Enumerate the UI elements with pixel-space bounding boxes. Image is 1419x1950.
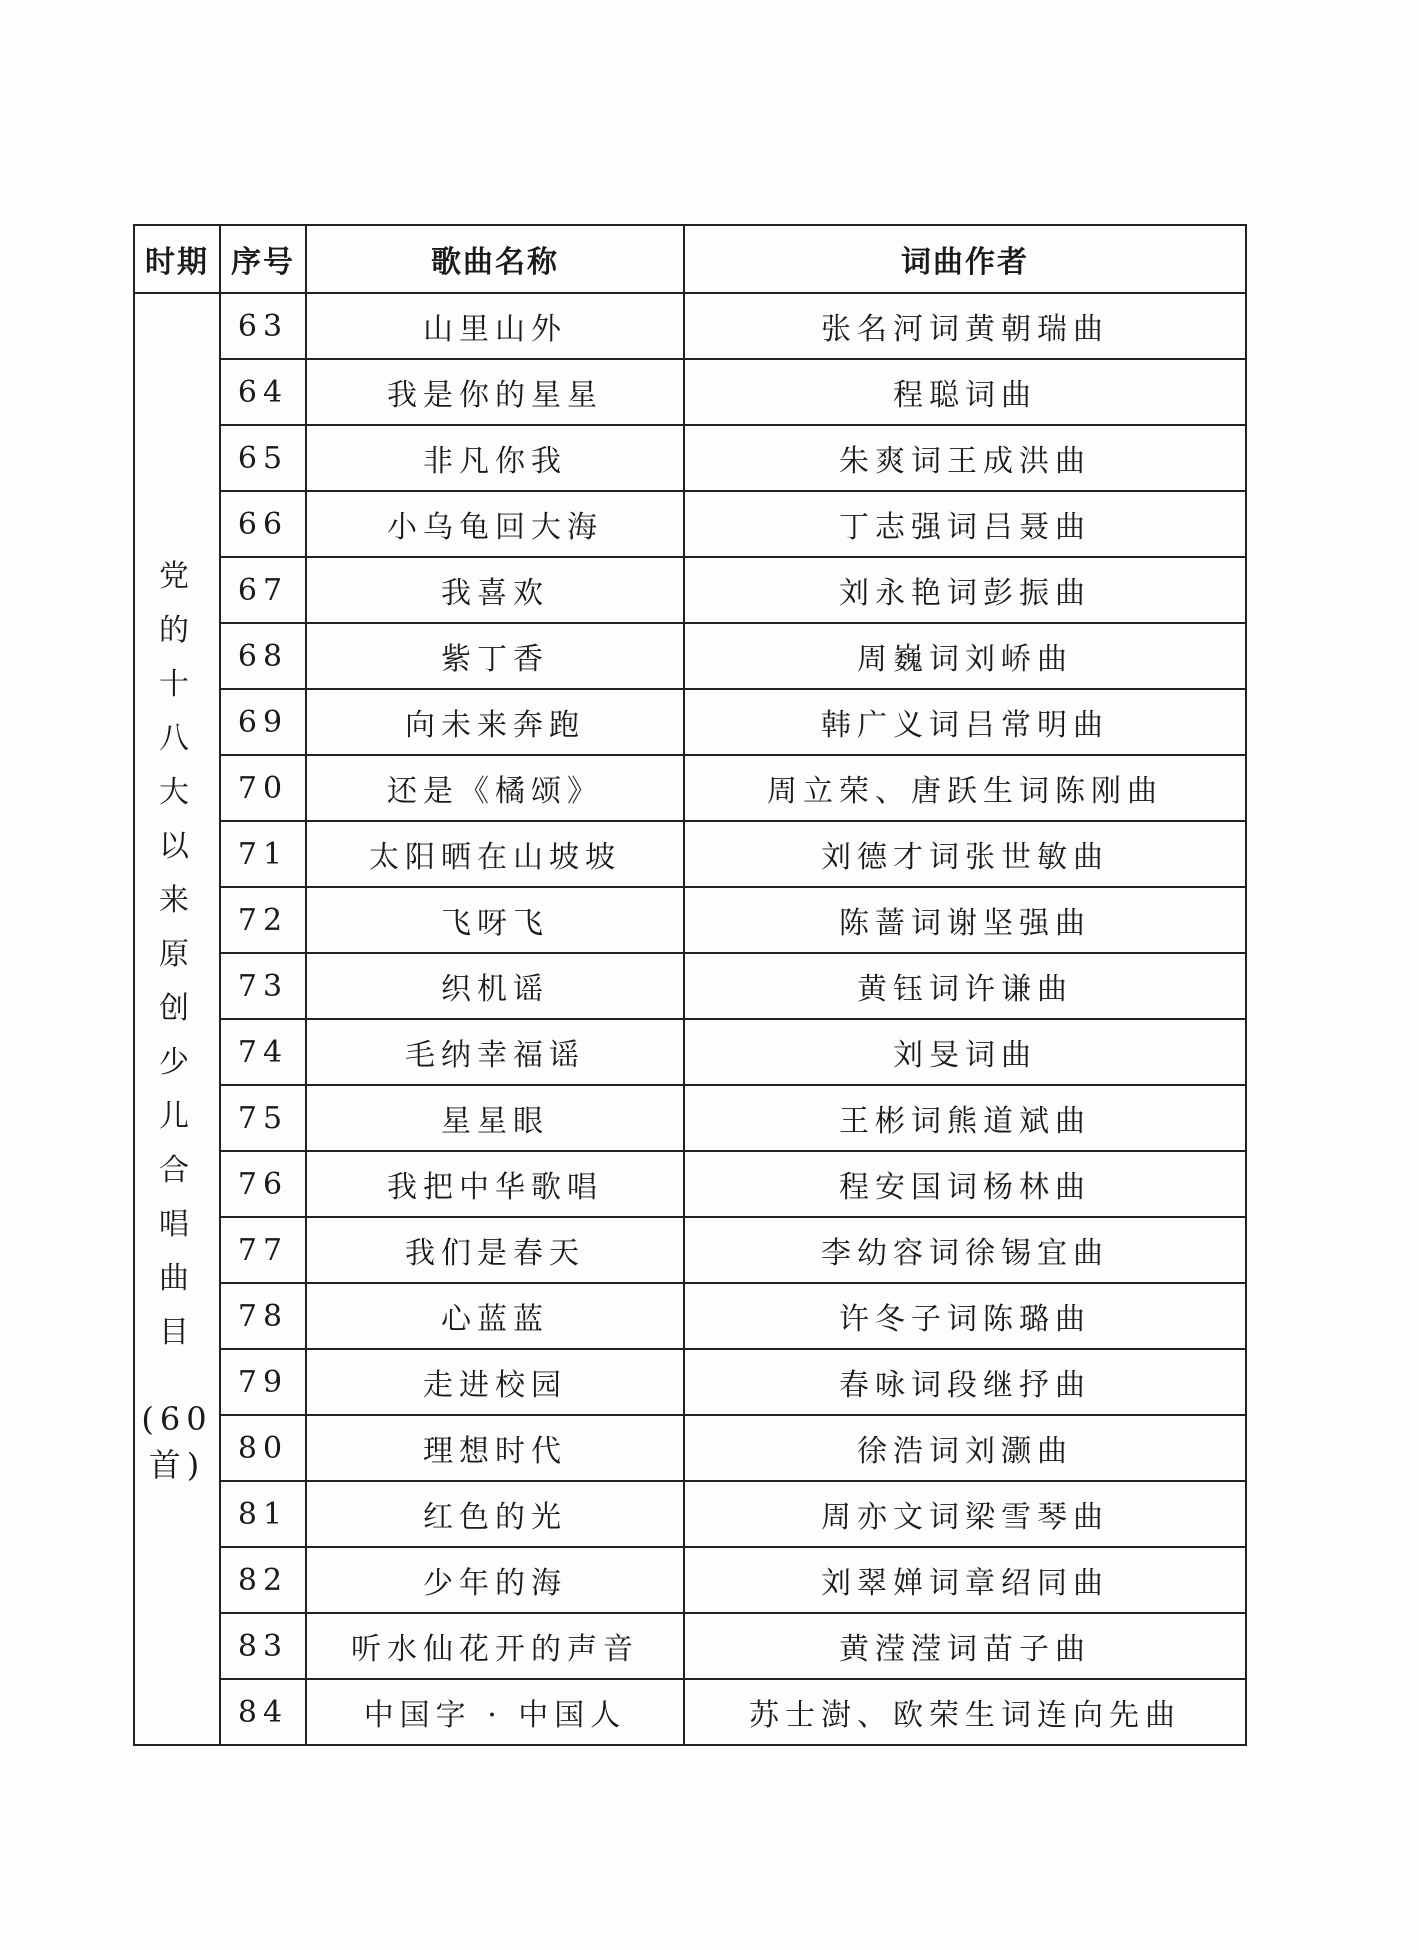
period-label-char: 合: [159, 1153, 195, 1188]
song-author: 陈蔷词谢坚强曲: [684, 887, 1246, 953]
song-table: [133, 224, 1247, 1746]
song-author: 徐浩词刘灏曲: [684, 1415, 1246, 1481]
table-row: [134, 557, 1246, 623]
song-title: 太阳晒在山坡坡: [306, 821, 684, 887]
period-label-char: 目: [159, 1315, 195, 1350]
song-number: 75: [220, 1085, 306, 1151]
song-number: 79: [220, 1349, 306, 1415]
song-number: 81: [220, 1481, 306, 1547]
song-title: 我把中华歌唱: [306, 1151, 684, 1217]
song-author: 刘翠婵词章绍同曲: [684, 1547, 1246, 1613]
song-author: 苏士澍、欧荣生词连向先曲: [684, 1679, 1246, 1745]
table-row: [134, 1217, 1246, 1283]
song-title: 中国字 · 中国人: [306, 1679, 684, 1745]
period-count-line: (60: [141, 1400, 213, 1438]
table-row: [134, 1283, 1246, 1349]
song-number: 69: [220, 689, 306, 755]
song-author: 李幼容词徐锡宜曲: [684, 1217, 1246, 1283]
song-number: 63: [220, 293, 306, 359]
table-row: [134, 821, 1246, 887]
song-number: 74: [220, 1019, 306, 1085]
song-author: 周亦文词梁雪琴曲: [684, 1481, 1246, 1547]
table-row: [134, 1613, 1246, 1679]
song-title: 走进校园: [306, 1349, 684, 1415]
song-author: 程聪词曲: [684, 359, 1246, 425]
song-title: 小乌龟回大海: [306, 491, 684, 557]
period-label-char: 儿: [159, 1099, 195, 1134]
table-row: [134, 887, 1246, 953]
song-title: 理想时代: [306, 1415, 684, 1481]
song-title: 星星眼: [306, 1085, 684, 1151]
period-label-char: 来: [159, 883, 195, 918]
period-label-char: 创: [159, 991, 195, 1026]
table-row: [134, 755, 1246, 821]
song-author: 许冬子词陈璐曲: [684, 1283, 1246, 1349]
period-label-char: 的: [159, 613, 195, 648]
song-title: 非凡你我: [306, 425, 684, 491]
song-number: 80: [220, 1415, 306, 1481]
song-title: 紫丁香: [306, 623, 684, 689]
song-author: 张名河词黄朝瑞曲: [684, 293, 1246, 359]
song-number: 83: [220, 1613, 306, 1679]
song-number: 78: [220, 1283, 306, 1349]
song-author: 刘德才词张世敏曲: [684, 821, 1246, 887]
song-number: 70: [220, 755, 306, 821]
period-label-char: 党: [159, 559, 195, 594]
song-number: 66: [220, 491, 306, 557]
song-title: 心蓝蓝: [306, 1283, 684, 1349]
table-row: [134, 1481, 1246, 1547]
period-label-char: 十: [159, 667, 195, 702]
song-title: 听水仙花开的声音: [306, 1613, 684, 1679]
table-row: [134, 1085, 1246, 1151]
table-row: [134, 689, 1246, 755]
song-number: 64: [220, 359, 306, 425]
song-number: 72: [220, 887, 306, 953]
period-label-char: 原: [159, 937, 195, 972]
song-number: 84: [220, 1679, 306, 1745]
song-title: 我是你的星星: [306, 359, 684, 425]
song-author: 刘旻词曲: [684, 1019, 1246, 1085]
table-body: [134, 293, 1246, 1745]
song-title: 我们是春天: [306, 1217, 684, 1283]
song-title: 织机谣: [306, 953, 684, 1019]
period-label-char: 以: [159, 829, 195, 864]
period-label: [135, 550, 219, 1360]
table-row: [134, 1019, 1246, 1085]
song-title: 山里山外: [306, 293, 684, 359]
table-row: [134, 1547, 1246, 1613]
header-title: 歌曲名称: [306, 225, 684, 293]
header-author: 词曲作者: [684, 225, 1246, 293]
song-title: 还是《橘颂》: [306, 755, 684, 821]
table-row: [134, 1679, 1246, 1745]
song-author: 周立荣、唐跃生词陈刚曲: [684, 755, 1246, 821]
header-number: 序号: [220, 225, 306, 293]
song-author: 黄钰词许谦曲: [684, 953, 1246, 1019]
song-author: 周巍词刘峤曲: [684, 623, 1246, 689]
table-header-row: [134, 225, 1246, 293]
song-author: 黄滢滢词苗子曲: [684, 1613, 1246, 1679]
song-title: 向未来奔跑: [306, 689, 684, 755]
song-number: 67: [220, 557, 306, 623]
period-count-line: 首): [148, 1446, 206, 1484]
song-title: 少年的海: [306, 1547, 684, 1613]
song-author: 丁志强词吕聂曲: [684, 491, 1246, 557]
table-row: [134, 293, 1246, 359]
song-title: 毛纳幸福谣: [306, 1019, 684, 1085]
table-row: [134, 953, 1246, 1019]
song-number: 71: [220, 821, 306, 887]
song-number: 65: [220, 425, 306, 491]
period-label-char: 唱: [159, 1207, 195, 1242]
table-row: [134, 623, 1246, 689]
header-period: 时期: [134, 225, 220, 293]
table-row: [134, 491, 1246, 557]
song-title: 我喜欢: [306, 557, 684, 623]
table-row: [134, 1415, 1246, 1481]
song-number: 77: [220, 1217, 306, 1283]
period-label-char: 曲: [159, 1261, 195, 1296]
song-title: 红色的光: [306, 1481, 684, 1547]
table-row: [134, 1151, 1246, 1217]
table-row: [134, 1349, 1246, 1415]
song-number: 76: [220, 1151, 306, 1217]
period-label-char: 八: [159, 721, 195, 756]
song-author: 春咏词段继抒曲: [684, 1349, 1246, 1415]
table-row: [134, 425, 1246, 491]
song-author: 韩广义词吕常明曲: [684, 689, 1246, 755]
period-label-char: 大: [159, 775, 195, 810]
song-author: 刘永艳词彭振曲: [684, 557, 1246, 623]
song-title: 飞呀飞: [306, 887, 684, 953]
period-label-char: 少: [159, 1045, 195, 1080]
period-count: [135, 1396, 219, 1488]
table-row: [134, 359, 1246, 425]
song-number: 73: [220, 953, 306, 1019]
song-author: 王彬词熊道斌曲: [684, 1085, 1246, 1151]
song-number: 68: [220, 623, 306, 689]
period-cell: [134, 293, 220, 1745]
song-author: 朱爽词王成洪曲: [684, 425, 1246, 491]
song-author: 程安国词杨林曲: [684, 1151, 1246, 1217]
song-number: 82: [220, 1547, 306, 1613]
